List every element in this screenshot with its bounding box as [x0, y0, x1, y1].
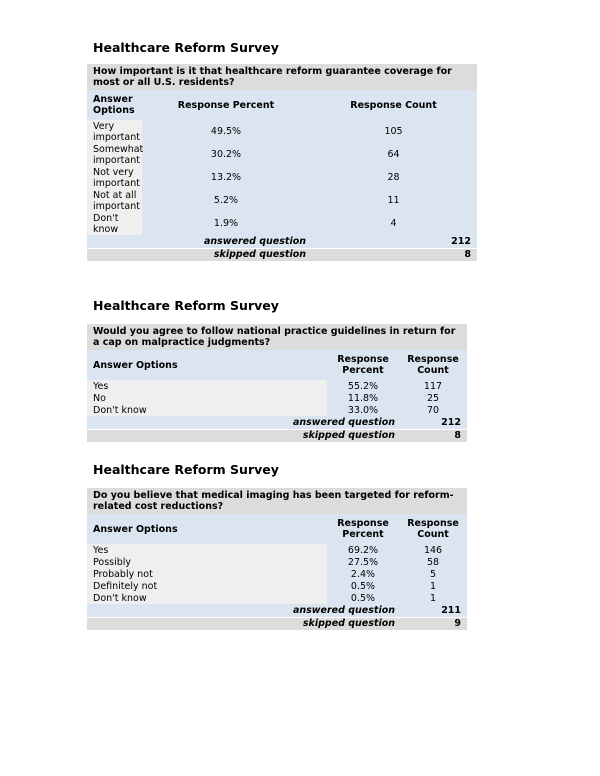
survey-1 — [87, 40, 477, 261]
skipped-question-label: skipped question — [87, 429, 399, 442]
survey-question: Do you believe that medical imaging has been targeted for reform-related cost reductions? — [87, 488, 467, 514]
row-percent: 30.2% — [142, 143, 310, 166]
answered-question-count: 212 — [399, 416, 467, 429]
table-row — [87, 544, 467, 556]
table-row — [87, 120, 477, 143]
row-option: Probably not — [87, 568, 327, 580]
header-response-count: Response Count — [310, 90, 477, 120]
row-option: Don't know — [87, 592, 327, 604]
row-percent: 27.5% — [327, 556, 399, 568]
row-percent: 0.5% — [327, 580, 399, 592]
survey-table — [87, 488, 467, 630]
row-percent: 5.2% — [142, 189, 310, 212]
row-percent: 1.9% — [142, 212, 310, 235]
row-option: Yes — [87, 380, 327, 392]
skipped-question-label: skipped question — [87, 617, 399, 630]
row-count: 70 — [399, 404, 467, 416]
table-row — [87, 568, 467, 580]
survey-2 — [87, 298, 467, 442]
skipped-question-count: 8 — [310, 248, 477, 261]
row-percent: 2.4% — [327, 568, 399, 580]
header-response-percent: Response Percent — [327, 350, 399, 380]
row-count: 58 — [399, 556, 467, 568]
row-count: 146 — [399, 544, 467, 556]
table-row — [87, 380, 467, 392]
survey-table — [87, 324, 467, 442]
row-option: Possibly — [87, 556, 327, 568]
skipped-question-label: skipped question — [87, 248, 310, 261]
row-percent: 33.0% — [327, 404, 399, 416]
survey-title: Healthcare Reform Survey — [93, 40, 279, 55]
survey-title: Healthcare Reform Survey — [93, 298, 279, 313]
table-row — [87, 580, 467, 592]
header-response-percent: Response Percent — [327, 514, 399, 544]
header-response-count: Response Count — [399, 514, 467, 544]
table-row — [87, 212, 477, 235]
row-percent: 69.2% — [327, 544, 399, 556]
row-count: 117 — [399, 380, 467, 392]
survey-table — [87, 64, 477, 261]
answered-question-label: answered question — [87, 416, 399, 429]
header-answer-options: Answer Options — [87, 350, 327, 380]
row-count: 105 — [310, 120, 477, 143]
row-count: 28 — [310, 166, 477, 189]
row-percent: 0.5% — [327, 592, 399, 604]
answered-question-label: answered question — [87, 235, 310, 248]
row-option: Not at all important — [87, 189, 142, 212]
header-answer-options: Answer Options — [87, 514, 327, 544]
row-option: Don't know — [87, 212, 142, 235]
table-row — [87, 143, 477, 166]
row-count: 1 — [399, 580, 467, 592]
table-row — [87, 166, 477, 189]
table-row — [87, 392, 467, 404]
row-option: No — [87, 392, 327, 404]
answered-question-count: 211 — [399, 604, 467, 617]
row-percent: 49.5% — [142, 120, 310, 143]
row-option: Don't know — [87, 404, 327, 416]
row-option: Not very important — [87, 166, 142, 189]
row-percent: 13.2% — [142, 166, 310, 189]
row-count: 1 — [399, 592, 467, 604]
row-percent: 55.2% — [327, 380, 399, 392]
row-option: Definitely not — [87, 580, 327, 592]
skipped-question-count: 8 — [399, 429, 467, 442]
survey-question: Would you agree to follow national practice guidelines in return for a cap on malpractice judgments? — [87, 324, 467, 350]
row-count: 5 — [399, 568, 467, 580]
row-count: 25 — [399, 392, 467, 404]
row-option: Somewhat important — [87, 143, 142, 166]
skipped-question-count: 9 — [399, 617, 467, 630]
row-count: 64 — [310, 143, 477, 166]
header-response-percent: Response Percent — [142, 90, 310, 120]
row-count: 11 — [310, 189, 477, 212]
header-response-count: Response Count — [399, 350, 467, 380]
header-answer-options: Answer Options — [87, 90, 142, 120]
answered-question-count: 212 — [310, 235, 477, 248]
table-row — [87, 592, 467, 604]
survey-question: How important is it that healthcare reform guarantee coverage for most or all U.S. residents? — [87, 64, 477, 90]
row-option: Yes — [87, 544, 327, 556]
answered-question-label: answered question — [87, 604, 399, 617]
row-count: 4 — [310, 212, 477, 235]
table-row — [87, 404, 467, 416]
survey-3 — [87, 462, 467, 630]
row-option: Very important — [87, 120, 142, 143]
survey-title: Healthcare Reform Survey — [93, 462, 279, 477]
table-row — [87, 556, 467, 568]
table-row — [87, 189, 477, 212]
row-percent: 11.8% — [327, 392, 399, 404]
